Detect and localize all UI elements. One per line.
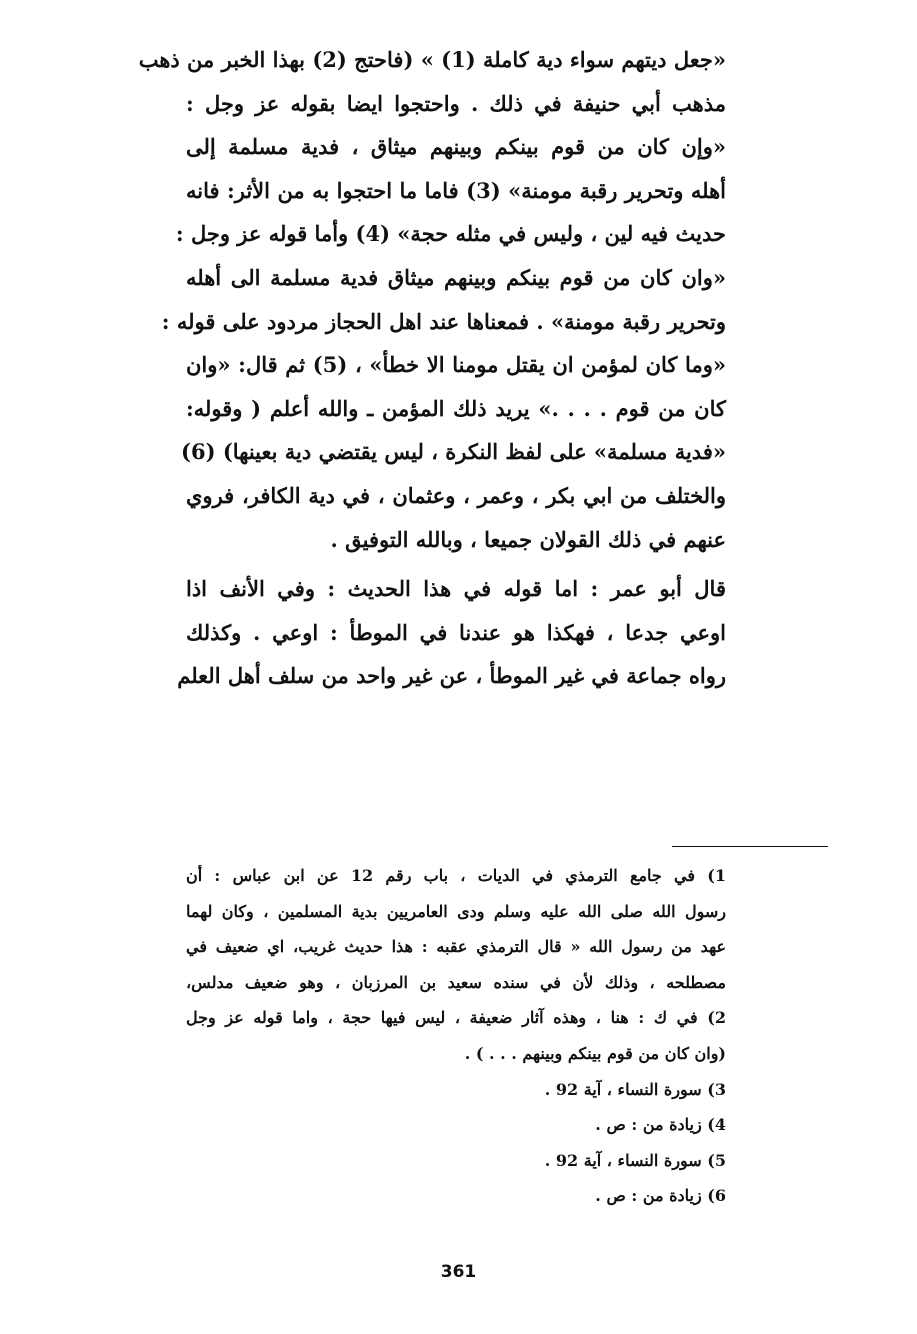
page-number: 361 [440,1262,477,1282]
text-line: كان من قوم . . . .» يريد ذلك المؤمن ـ والله أعلم ( وقوله: [186,395,726,421]
footnote-line: عهد من رسول الله « قال الترمذي عقبه : هذا حديث غريب، اي ضعيف في [186,937,726,957]
footnote-2 [186,1000,726,1071]
text-line: مذهب أبي حنيفة في ذلك . واحتجوا ايضا بقوله عز وجل : [186,90,726,116]
main-text-body [138,38,727,698]
paragraph [138,38,727,561]
footnote-1 [186,858,726,1000]
text-line: رواه جماعة في غير الموطأ ، عن غير واحد من سلف أهل العلم [177,663,726,689]
text-line: «وما كان لمؤمن ان يقتل مومنا الا خطأ» ، (5) ثم قال: «وان [186,352,726,378]
paragraph [177,567,726,698]
footnote-line: مصطلحه ، وذلك لأن في سنده سعيد بن المرزبان ، وهو ضعيف مدلس، [186,972,726,992]
text-line: حديث فيه لين ، وليس في مثله حجة» (4) وأما قوله عز وجل : [175,221,726,247]
footnote-line: 1) في جامع الترمذي في الديات ، باب رقم 12 عن ابن عباس : أن [186,866,726,885]
footnote-line: رسول الله صلى الله عليه وسلم ودى العامريين بدية المسلمين ، وكان لهما [186,901,726,921]
footnote-4: 4) زيادة من : ص . [595,1115,726,1135]
footnote-3: 3) سورة النساء ، آية 92 . [544,1079,726,1099]
text-line: عنهم في ذلك القولان جميعا ، وبالله التوفيق . [330,526,726,552]
text-line: وتحرير رقبة مومنة» . فمعناها عند اهل الحجاز مردود على قوله : [161,308,726,334]
footnotes [186,858,726,1214]
text-line: «جعل ديتهم سواء دية كاملة (1) » (فاحتج (2) بهذا الخبر من ذهب [138,47,726,72]
text-line: اوعي جدعا ، فهكذا هو عندنا في الموطأ : اوعي . وكذلك [186,619,726,645]
text-line: أهله وتحرير رقبة مومنة» (3) فاما ما احتجوا به من الأثر: فانه [186,177,727,203]
text-line: والختلف من ابي بكر ، وعمر ، وعثمان ، في دية الكافر، فروي [186,482,726,508]
text-line: «وإن كان من قوم بينكم وبينهم ميثاق ، فدية مسلمة إلى [186,134,726,160]
footnote-line: 2) في ك : هنا ، وهذه آثار ضعيفة ، ليس فيها حجة ، واما قوله عز وجل [186,1008,726,1028]
footnote-separator [672,846,828,847]
footnote-5: 5) سورة النساء ، آية 92 . [544,1150,726,1170]
footnote-line: (وان كان من قوم بينكم وبينهم . . . ) . [464,1043,726,1063]
footnote-6: 6) زيادة من : ص . [595,1186,726,1206]
text-line: «وان كان من قوم بينكم وبينهم ميثاق فدية مسلمة الى أهله [186,264,726,290]
text-line: «فدية مسلمة» على لفظ النكرة ، ليس يقتضي دية بعينها) (6) [181,439,726,465]
text-line: قال أبو عمر : اما قوله في هذا الحديث : وفي الأنف اذا [186,576,726,602]
